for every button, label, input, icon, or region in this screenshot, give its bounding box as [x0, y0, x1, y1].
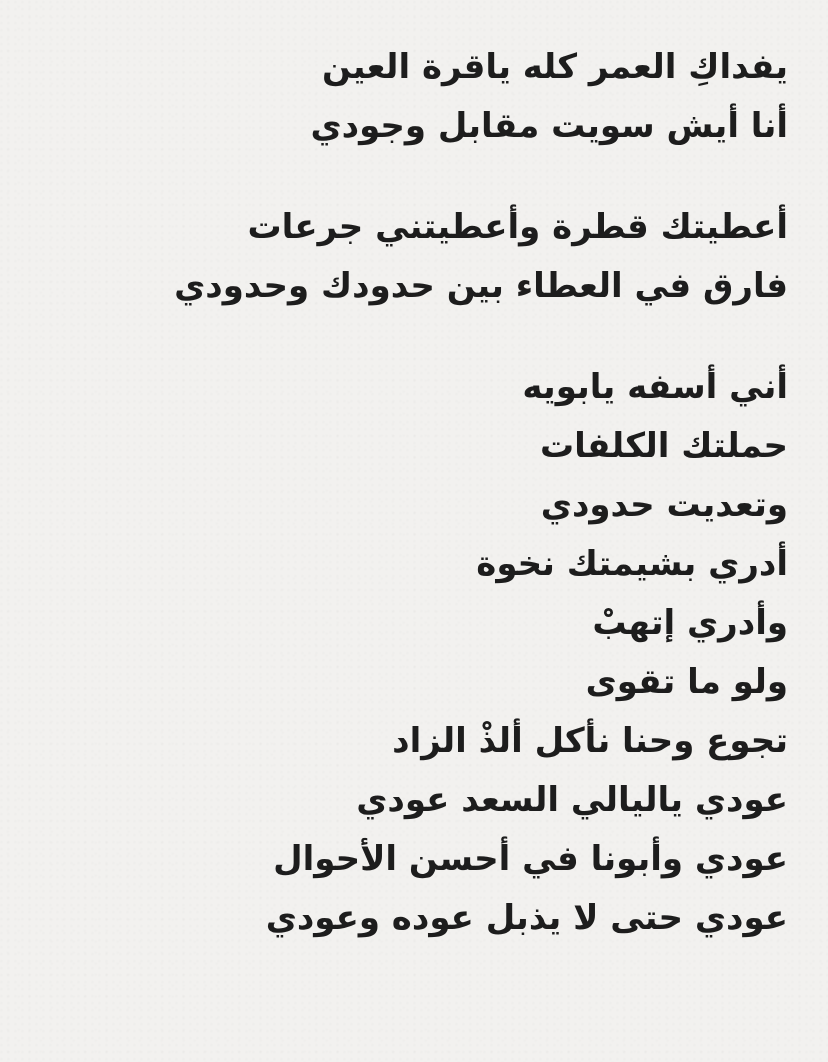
poem-line: أعطيتك قطرة وأعطيتني جرعات — [247, 207, 788, 247]
stanza-gap — [28, 316, 788, 358]
poem-line: ولو ما تقوى — [585, 662, 788, 702]
poem-line: أنا أيش سويت مقابل وجودي — [310, 106, 788, 146]
poem-line: يفداكِ العمر كله ياقرة العين — [322, 47, 788, 87]
poem-line: حملتك الكلفات — [539, 426, 788, 466]
poem-line: عودي ياليالي السعد عودي — [356, 780, 788, 820]
stanza-gap — [28, 156, 788, 198]
poem-line: عودي حتى لا يذبل عوده وعودي — [265, 898, 788, 938]
poem-text — [28, 38, 788, 948]
poem-line: وأدري إتهبْ — [592, 603, 788, 643]
poem-line: وتعديت حدودي — [540, 485, 788, 525]
poem-line: أدري بشيمتك نخوة — [476, 544, 788, 584]
poem-line: أني أسفه يابويه — [522, 367, 788, 407]
poem-line: تجوع وحنا نأكل ألذْ الزاد — [392, 721, 788, 761]
poem-line: عودي وأبونا في أحسن الأحوال — [273, 839, 788, 879]
poem-line: فارق في العطاء بين حدودك وحدودي — [174, 266, 788, 306]
